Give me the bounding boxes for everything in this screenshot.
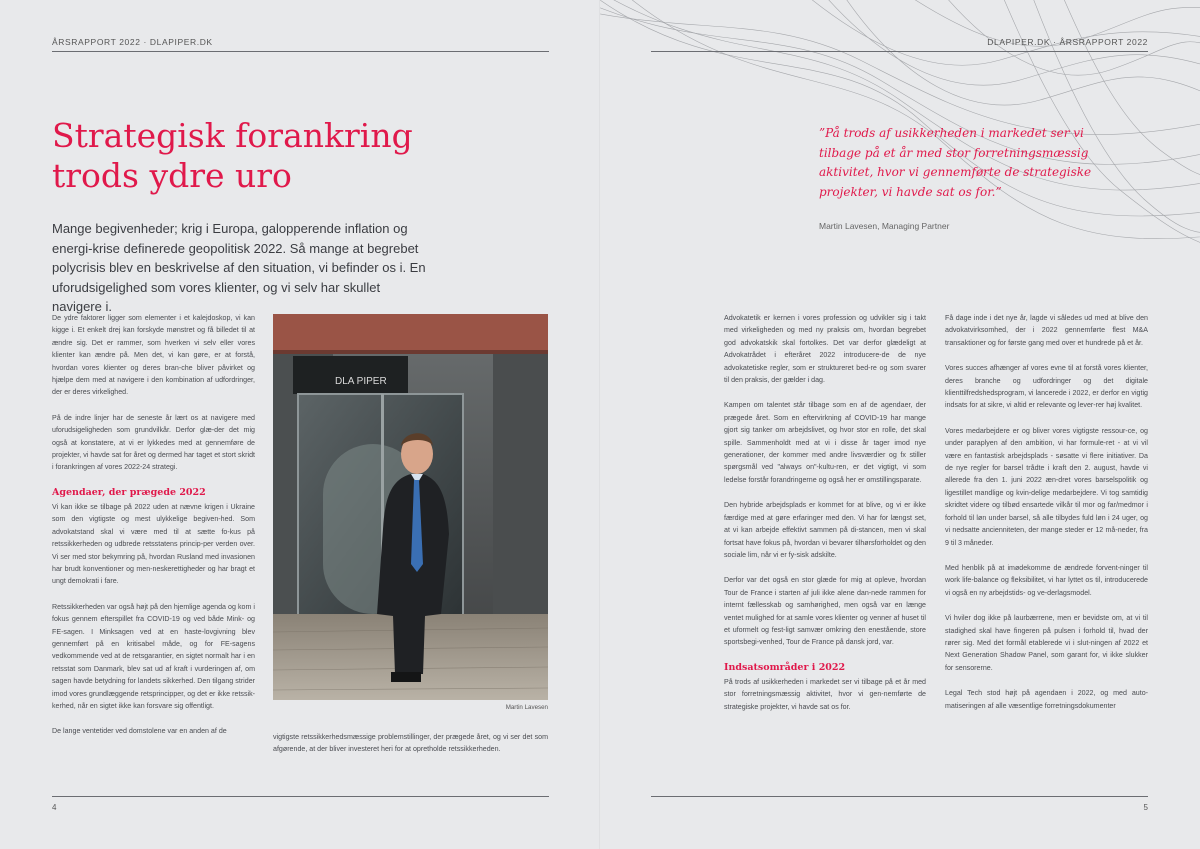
right-page (600, 0, 1200, 849)
paragraph: Derfor var det også en stor glæde for mig at opleve, hvordan Tour de France i starten af juli ikke alene dan-nede rammen for internt fællesskab og samhørighed, men også var en længe ventet mulighed for at samle vores klienter og venner af huset til et uformelt og fest-ligt samvær omkring den enestående, store sportsbegi-venhed, Tour de France på dansk jord, var. (724, 576, 926, 647)
portrait-photo (273, 314, 548, 700)
paragraph: Vores medarbejdere er og bliver vores vigtigste ressour-ce, og under paraplyen af den ambition, vi har formule-ret - at vi vil være en fantastisk arbejdsplads - søsatte vi flere initiativer. Da de nye regler for barsel trådte i kraft den 2. august, havde vi allerede fra den 1. juni 2022 æn-dret vores barselspolitik og ligestillet mandlige og kvin-delige medarbejdere. Vi tog samtidig skridtet videre og tilbød ensartede vilkår til mor og far/medmor i forhold til løn under barsel, så alle tilbydes fuld løn i 24 uger, og vi nedsatte ancienniteten, der mange steder er 12 må-neder, fra 9 til 3 måneder. (945, 426, 1148, 547)
paragraph: På de indre linjer har de seneste år lært os at navigere med uforudsigeligheden som grundvilkår. Derfor glæ-der det mig også at konstatere, at vi er lykkedes med at gennemføre de projekter, vi havde sat for året og dermed har taget et stort skridt i forankringen af vores 2022-24 strategi. (52, 413, 255, 472)
text-column-3 (724, 312, 926, 726)
quote-author: Martin Lavesen, Managing Partner (819, 221, 950, 231)
running-header: ÅRSRAPPORT 2022 · DLAPIPER.DK (52, 37, 213, 47)
header-rule (651, 51, 1148, 52)
page-number: 5 (1143, 803, 1148, 812)
running-header: DLAPIPER.DK · ÅRSRAPPORT 2022 (987, 37, 1148, 47)
text-column-2 (273, 731, 548, 769)
paragraph: De lange ventetider ved domstolene var en anden af de (52, 727, 227, 736)
page-title (52, 116, 472, 196)
title-line-2: trods ydre uro (52, 156, 292, 195)
pull-quote: ”På trods af usikkerheden i markedet ser vi tilbage på et år med stor forretningsmæssig aktivitet, hvor vi gennemførte de strategiske projekter, vi havde sat os for.” (819, 126, 1092, 199)
paragraph: Med henblik på at imødekomme de ændrede forvent-ninger til work life-balance og fleksibilitet, vi har lyttet os til, introducerede vi også en ny arbejdstids- og ve-derlagsmodel. (945, 563, 1148, 597)
paragraph: Vi hviler dog ikke på laurbærrene, men er bevidste om, at vi til stadighed skal have fingeren på pulsen i forhold til, hvad der rører sig. Med det formål etablerede vi i slut-ningen af 2022 et Next Generation Shadow Panel, som garant for, vi ikke slukker for sensorerne. (945, 614, 1148, 672)
paragraph: Retssikkerheden var også højt på den hjemlige agenda og kom i fokus gennem efterspillet fra COVID-19 og ved både Mink- og FE-sagen. I Minksagen ved at en haste-lovgivning blev gennemført på en kritisabel måde, og for FE-sagens vedkommende ved at de retsgarantier, en sigtet normalt har i en retsstat som Danmark, blev sat ud af kraft i vurderingen af, om sagen havde betydning for landets sikkerhed. Den tilgang strider imod vores grundlæggende retsprincipper, og det er ikke retssik-kerhed, når en sigtet ikke kan forsvare sig offentligt. (52, 602, 255, 710)
title-line-1: Strategisk forankring (52, 116, 413, 155)
paragraph: Advokatetik er kernen i vores profession og udvikler sig i takt med virkeligheden og med ny praksis om, hvordan begrebet god advokatskik skal fortolkes. Det var derfor glædeligt at Advokatrådet i efteråret 2022 introducere-de de nye advokatetiske regler, som er struktureret bed-re og som svarer til den praksis, der gælder i dag. (724, 314, 926, 385)
text-column-1 (52, 312, 255, 751)
paragraph: De ydre faktorer ligger som elementer i et kalejdoskop, vi kan kigge i. Et enkelt drej kan forskyde mønstret og få billedet til at ændre sig. Det er rammer, som hverken vi selv eller vores klienter kan ændre på. Men det, vi kan gøre, er at forstå, hvordan vores klienter og deres bran-che bliver påvirket og hjælpe dem med at navigere i den kombination af udfordringer, der er deres virkelighed. (52, 314, 255, 397)
building-sign-text: DLA PIPER (335, 376, 387, 387)
section-heading: Agendaer, der prægede 2022 (52, 486, 206, 498)
paragraph: Få dage inde i det nye år, lagde vi således ud med at blive den advokatvirksomhed, der i 2022 gennemførte flest M&A transaktioner og for første gang med over et hundrede på et år. (945, 314, 1148, 347)
text-column-4 (945, 312, 1148, 725)
paragraph: Vi kan ikke se tilbage på 2022 uden at nævne krigen i Ukraine som den vigtigste og mest ulykkelige begiven-hed. Som advokatstand skal vi være med til at sætte fo-kus på retssikkerheden og udbrede retsstatens princip-per verden over. Vi ser med stor bekymring på, hvordan Rusland med invasionen har brudt konventioner og men-neskerettigheder og har bragt et ungt demokrati i fare. (52, 502, 255, 586)
section-heading: Indsatsområder i 2022 (724, 661, 846, 673)
lead-paragraph: Mange begivenheder; krig i Europa, galopperende inflation og energi-krise definerede geopolitisk 2022. Så mange at begrebet polycrisis blev en beskrivelse af den situation, vi befinder os i. En uforudsigelighed som vores klienter, og vi selv har skullet navigere i. (52, 221, 426, 314)
page-number: 4 (52, 803, 57, 812)
header-rule (52, 51, 549, 52)
photo-caption: Martin Lavesen (505, 704, 548, 711)
paragraph: Vores succes afhænger af vores evne til at forstå vores klienter, deres branche og udfordringer og det digitale klienttilfredshedsprogram, vi lancerede i 2022, er derfor en vigtig indsats for at sikre, vi altid er relevante og lever-rer høj kvalitet. (945, 364, 1148, 410)
footer-rule (651, 796, 1148, 797)
paragraph: vigtigste retssikkerhedsmæssige problemstillinger, der prægede året, og vi ser det som afgørende, at der bliver investeret heri for at opretholde retssikkerheden. (273, 733, 548, 754)
paragraph: På trods af usikkerheden i markedet ser vi tilbage på et år med stor forretningsmæssig aktivitet, hvor vi gen-nemførte de strategiske projekter, vi havde sat os for. (724, 677, 926, 711)
footer-rule (52, 796, 549, 797)
page-spine (599, 0, 601, 849)
paragraph: Legal Tech stod højt på agendaen i 2022, og med auto-matiseringen af alle væsentlige forretningsdokumenter (945, 689, 1148, 710)
paragraph: Kampen om talentet står tilbage som en af de agendaer, der prægede året. Som en eftervirkning af COVID-19 har mange gjort sig tanker om arbejdslivet, og hvor stor en rolle, det skal spille. Sammenholdt med at vi i disse år tager imod nye generationer, der kommer med andre livsværdier og fx stiller spørgsmål ved "always on"-kultu-ren, er det vigtigt, vi som ledelse forstår forandringerne og også her er omstillingsparate. (724, 401, 926, 484)
paragraph: Den hybride arbejdsplads er kommet for at blive, og vi er ikke færdige med at gøre erfaringer med den. Vi har for længst set, at vi kan arbejde effektivt sammen på di-stancen, men vi skal fortsat have fokus på, hvordan vi bevarer tilhørsforholdet og den sociale lim, når vi er fy-sisk adskilte. (724, 501, 926, 559)
